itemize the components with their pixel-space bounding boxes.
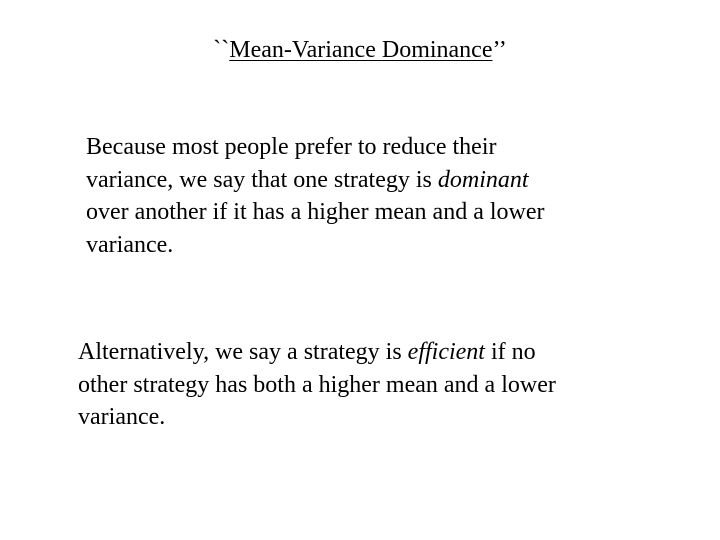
dominance-paragraph [86, 131, 686, 261]
paragraph-text: Alternatively, we say a strategy is [78, 339, 408, 365]
paragraph-line: Because most people prefer to reduce their [86, 134, 497, 160]
title-close-quote: ’’ [492, 37, 507, 63]
paragraph-line [78, 336, 698, 369]
efficiency-paragraph [78, 336, 698, 434]
emphasis-efficient: efficient [407, 339, 485, 365]
paragraph-line [86, 164, 686, 197]
paragraph-text: if no [484, 339, 536, 365]
emphasis-dominant: dominant [437, 166, 529, 193]
paragraph-line: variance. [78, 404, 166, 430]
paragraph-text: variance, we say that one strategy is [86, 166, 438, 193]
paragraph-line: variance. [86, 231, 174, 258]
paragraph-line: over another if it has a higher mean and a lower [86, 199, 545, 225]
slide-title [0, 34, 720, 66]
paragraph-line: other strategy has both a higher mean and a lower [78, 371, 556, 398]
title-open-quote: `` [213, 37, 230, 63]
title-text: Mean-Variance Dominance [229, 37, 493, 63]
